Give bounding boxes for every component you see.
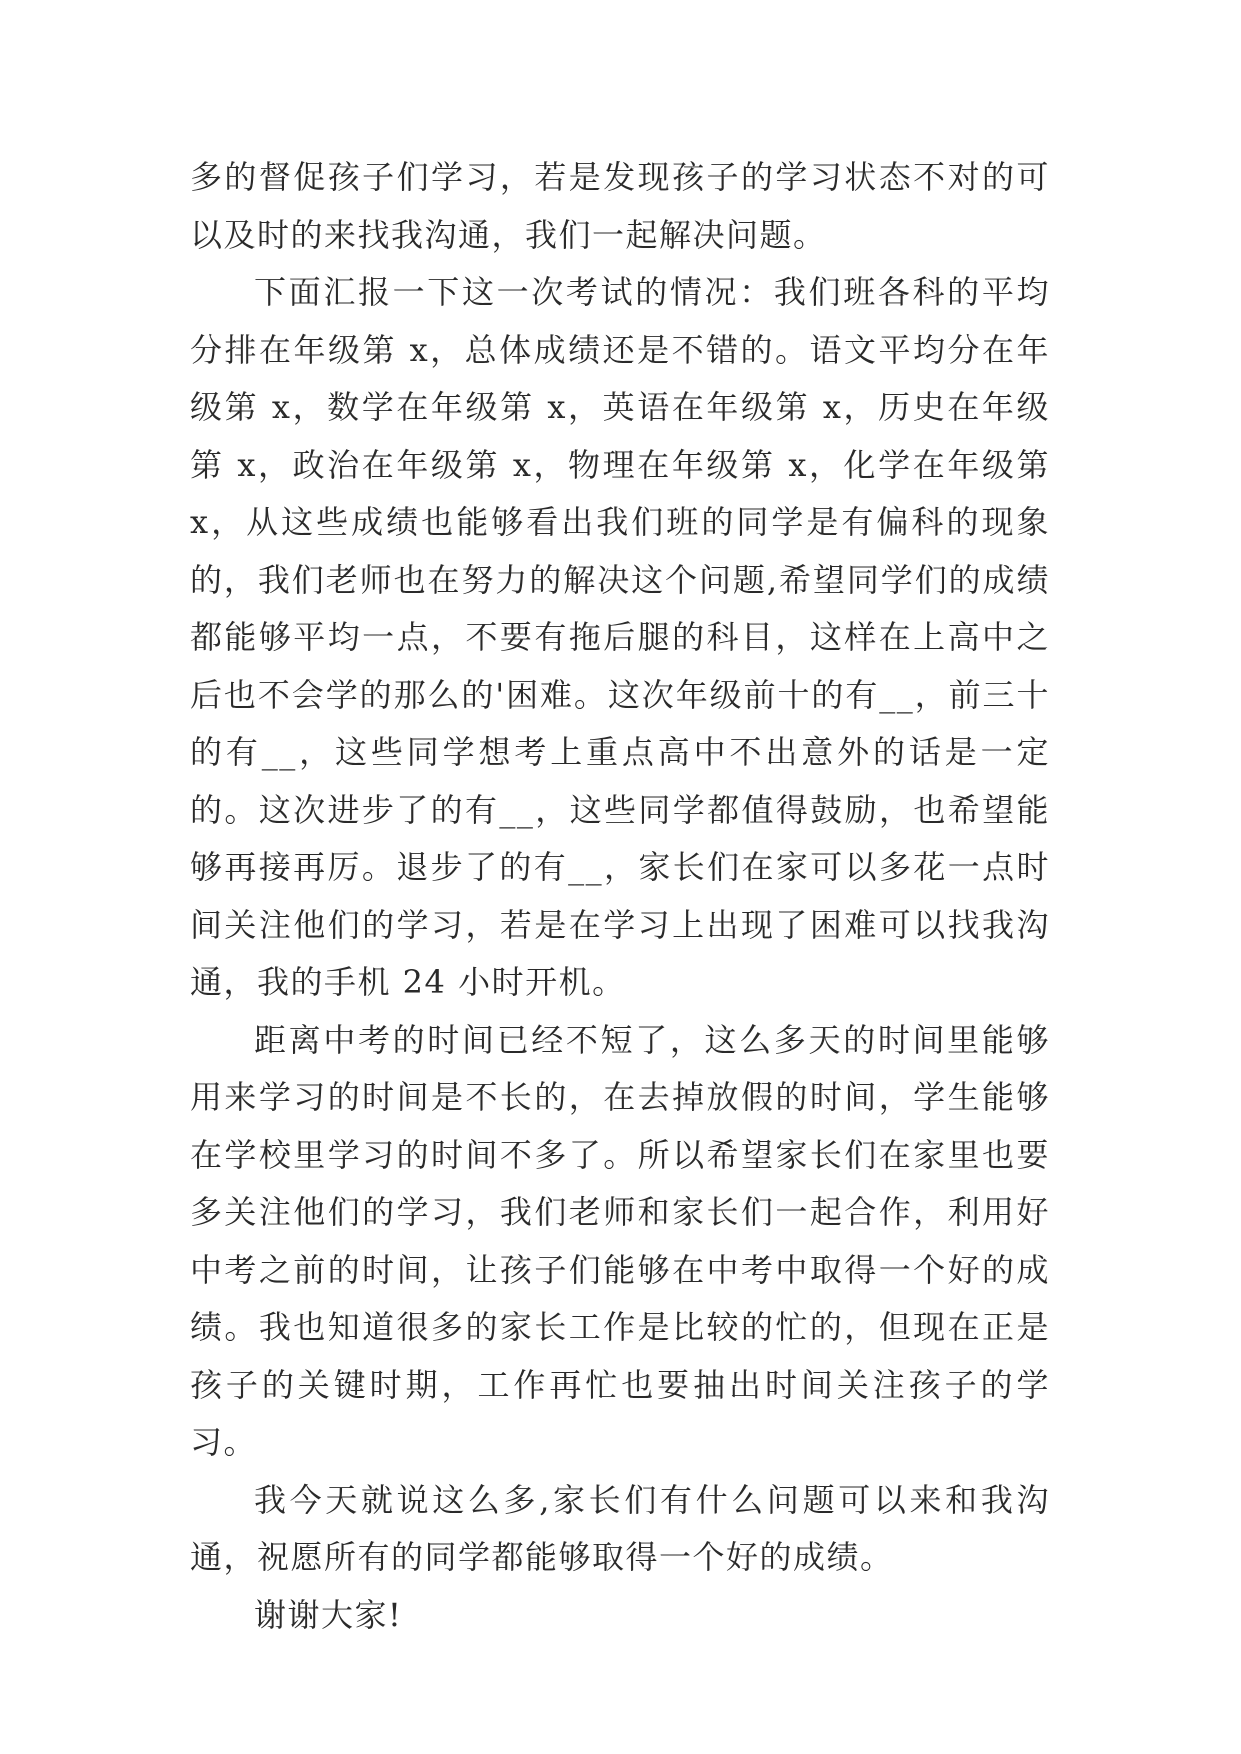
paragraph-exam-report: 下面汇报一下这一次考试的情况：我们班各科的平均分排在年级第 x，总体成绩还是不错的。语文平均分在年级第 x，数学在年级第 x，英语在年级第 x，历史在年级第 x，政治在年级第 x，物理在年级第 x，化学在年级第 x，从这些成绩也能够看出我们班的同学是有偏科的现象的，我们老师也在努力的解决这个问题,希望同学们的成绩都能够平均一点，不要有拖后腿的科目，这样在上高中之后也不会学的那么的'困难。这次年级前十的有__，前三十的有__，这些同学想考上重点高中不出意外的话是一定的。这次进步了的有__，这些同学都值得鼓励，也希望能够再接再厉。退步了的有__，家长们在家可以多花一点时间关注他们的学习，若是在学习上出现了困难可以找我沟通，我的手机 24 小时开机。: [190, 273, 1050, 1001]
paragraph-exam-time: 距离中考的时间已经不短了，这么多天的时间里能够用来学习的时间是不长的，在去掉放假的时间，学生能够在学校里学习的时间不多了。所以希望家长们在家里也要多关注他们的学习，我们老师和家长们一起合作，利用好中考之前的时间，让孩子们能够在中考中取得一个好的成绩。我也知道很多的家长工作是比较的忙的，但现在正是孩子的关键时期，工作再忙也要抽出时间关注孩子的学习。: [190, 1020, 1050, 1461]
paragraph-thanks: 谢谢大家!: [254, 1595, 403, 1634]
document-body: [190, 149, 1050, 1644]
paragraph-closing: 我今天就说这么多,家长们有什么问题可以来和我沟通，祝愿所有的同学都能够取得一个好的成绩。: [190, 1480, 1050, 1576]
paragraph-continued: 多的督促孩子们学习，若是发现孩子的学习状态不对的可以及时的来找我沟通，我们一起解决问题。: [190, 158, 1050, 254]
